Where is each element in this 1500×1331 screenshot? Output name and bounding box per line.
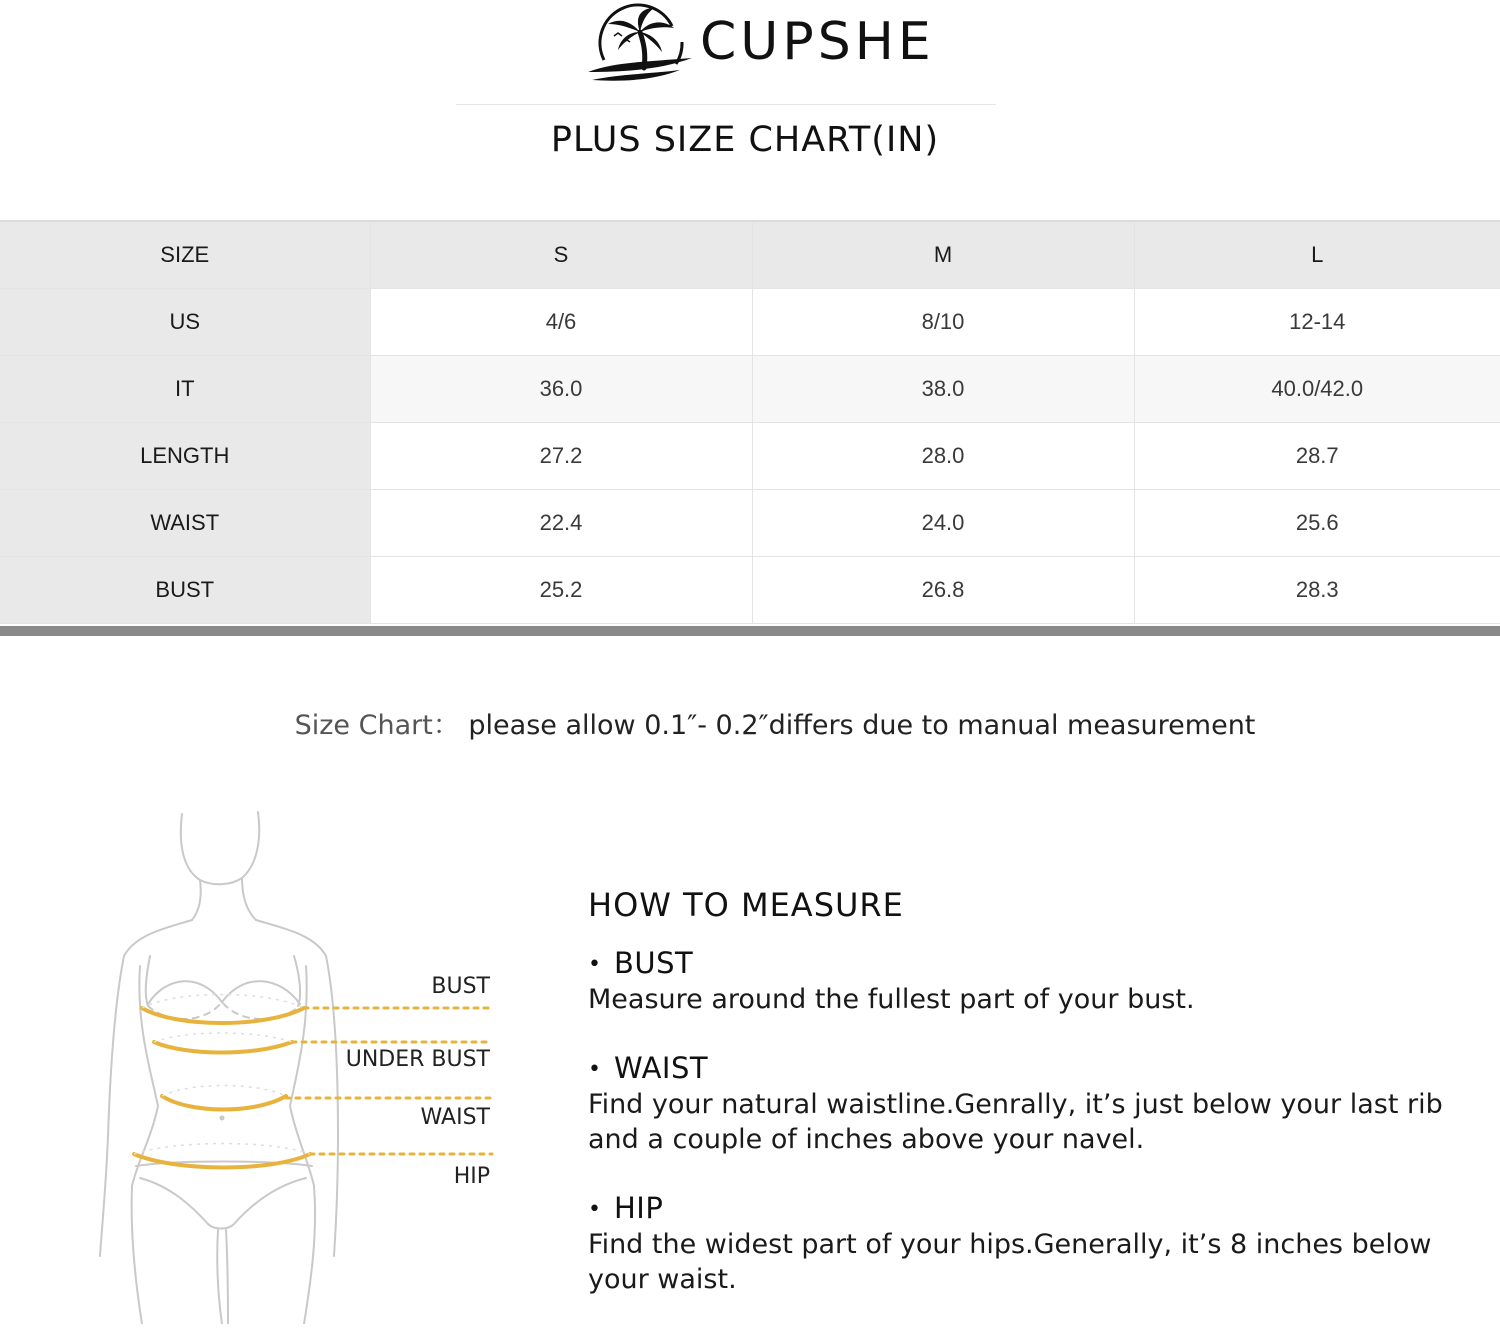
figure-label-hip: HIP — [453, 1164, 490, 1189]
row-label: BUST — [0, 557, 370, 624]
table-cell: 12-14 — [1134, 289, 1500, 356]
how-to-measure-title: HOW TO MEASURE — [588, 886, 904, 924]
table-row — [0, 423, 1500, 490]
table-cell: 28.0 — [752, 423, 1134, 490]
table-row — [0, 289, 1500, 356]
header-divider — [456, 104, 996, 105]
header-cell-l: L — [1134, 221, 1500, 289]
note-text: please allow 0.1″- 0.2″differs due to manual measurement — [468, 710, 1256, 741]
chart-title: PLUS SIZE CHART(IN) — [550, 120, 940, 160]
table-row — [0, 557, 1500, 624]
measure-description: Measure around the fullest part of your bust. — [588, 984, 1195, 1015]
figure-label-bust: BUST — [431, 974, 490, 999]
row-label: IT — [0, 356, 370, 423]
table-cell: 40.0/42.0 — [1134, 356, 1500, 423]
brand-header — [584, 2, 935, 86]
note-label: Size Chart： — [294, 710, 460, 741]
palm-tree-wave-icon — [584, 2, 696, 86]
figure-label-waist: WAIST — [420, 1105, 490, 1130]
table-cell: 27.2 — [370, 423, 752, 490]
measure-item-bust — [588, 946, 1468, 1017]
measure-heading — [588, 1051, 1468, 1087]
table-cell: 25.2 — [370, 557, 752, 624]
bullet-icon: • — [588, 952, 602, 977]
measure-description: Find the widest part of your hips.Generally, it’s 8 inches below your waist. — [588, 1229, 1432, 1295]
table-cell: 8/10 — [752, 289, 1134, 356]
table-bottom-bar — [0, 626, 1500, 636]
measure-heading — [588, 1191, 1468, 1227]
table-cell: 26.8 — [752, 557, 1134, 624]
row-label: WAIST — [0, 490, 370, 557]
size-chart-table — [0, 220, 1500, 624]
body-measurement-figure — [96, 806, 506, 1324]
measure-heading-label: WAIST — [614, 1051, 709, 1085]
table-row — [0, 490, 1500, 557]
bullet-icon: • — [588, 1057, 602, 1082]
measure-item-hip — [588, 1191, 1468, 1297]
figure-label-under-bust: UNDER BUST — [345, 1047, 490, 1072]
brand-name: CUPSHE — [700, 12, 935, 72]
measure-heading — [588, 946, 1468, 982]
table-cell: 38.0 — [752, 356, 1134, 423]
how-to-measure-section — [588, 884, 1468, 1331]
measure-description: Find your natural waistline.Genrally, it’s just below your last rib and a couple of inches above your navel. — [588, 1089, 1443, 1155]
row-label: US — [0, 289, 370, 356]
table-cell: 28.7 — [1134, 423, 1500, 490]
table-cell: 25.6 — [1134, 490, 1500, 557]
bullet-icon: • — [588, 1197, 602, 1222]
measure-item-waist — [588, 1051, 1468, 1157]
table-cell: 28.3 — [1134, 557, 1500, 624]
table-header-row — [0, 221, 1500, 289]
header-cell-s: S — [370, 221, 752, 289]
table-row — [0, 356, 1500, 423]
table-cell: 4/6 — [370, 289, 752, 356]
row-label: LENGTH — [0, 423, 370, 490]
table-cell: 36.0 — [370, 356, 752, 423]
table-cell: 22.4 — [370, 490, 752, 557]
measure-heading-label: HIP — [614, 1191, 664, 1225]
measurement-note — [0, 706, 1500, 746]
measure-heading-label: BUST — [614, 946, 694, 980]
header-cell-m: M — [752, 221, 1134, 289]
table-cell: 24.0 — [752, 490, 1134, 557]
header-cell-size: SIZE — [0, 221, 370, 289]
